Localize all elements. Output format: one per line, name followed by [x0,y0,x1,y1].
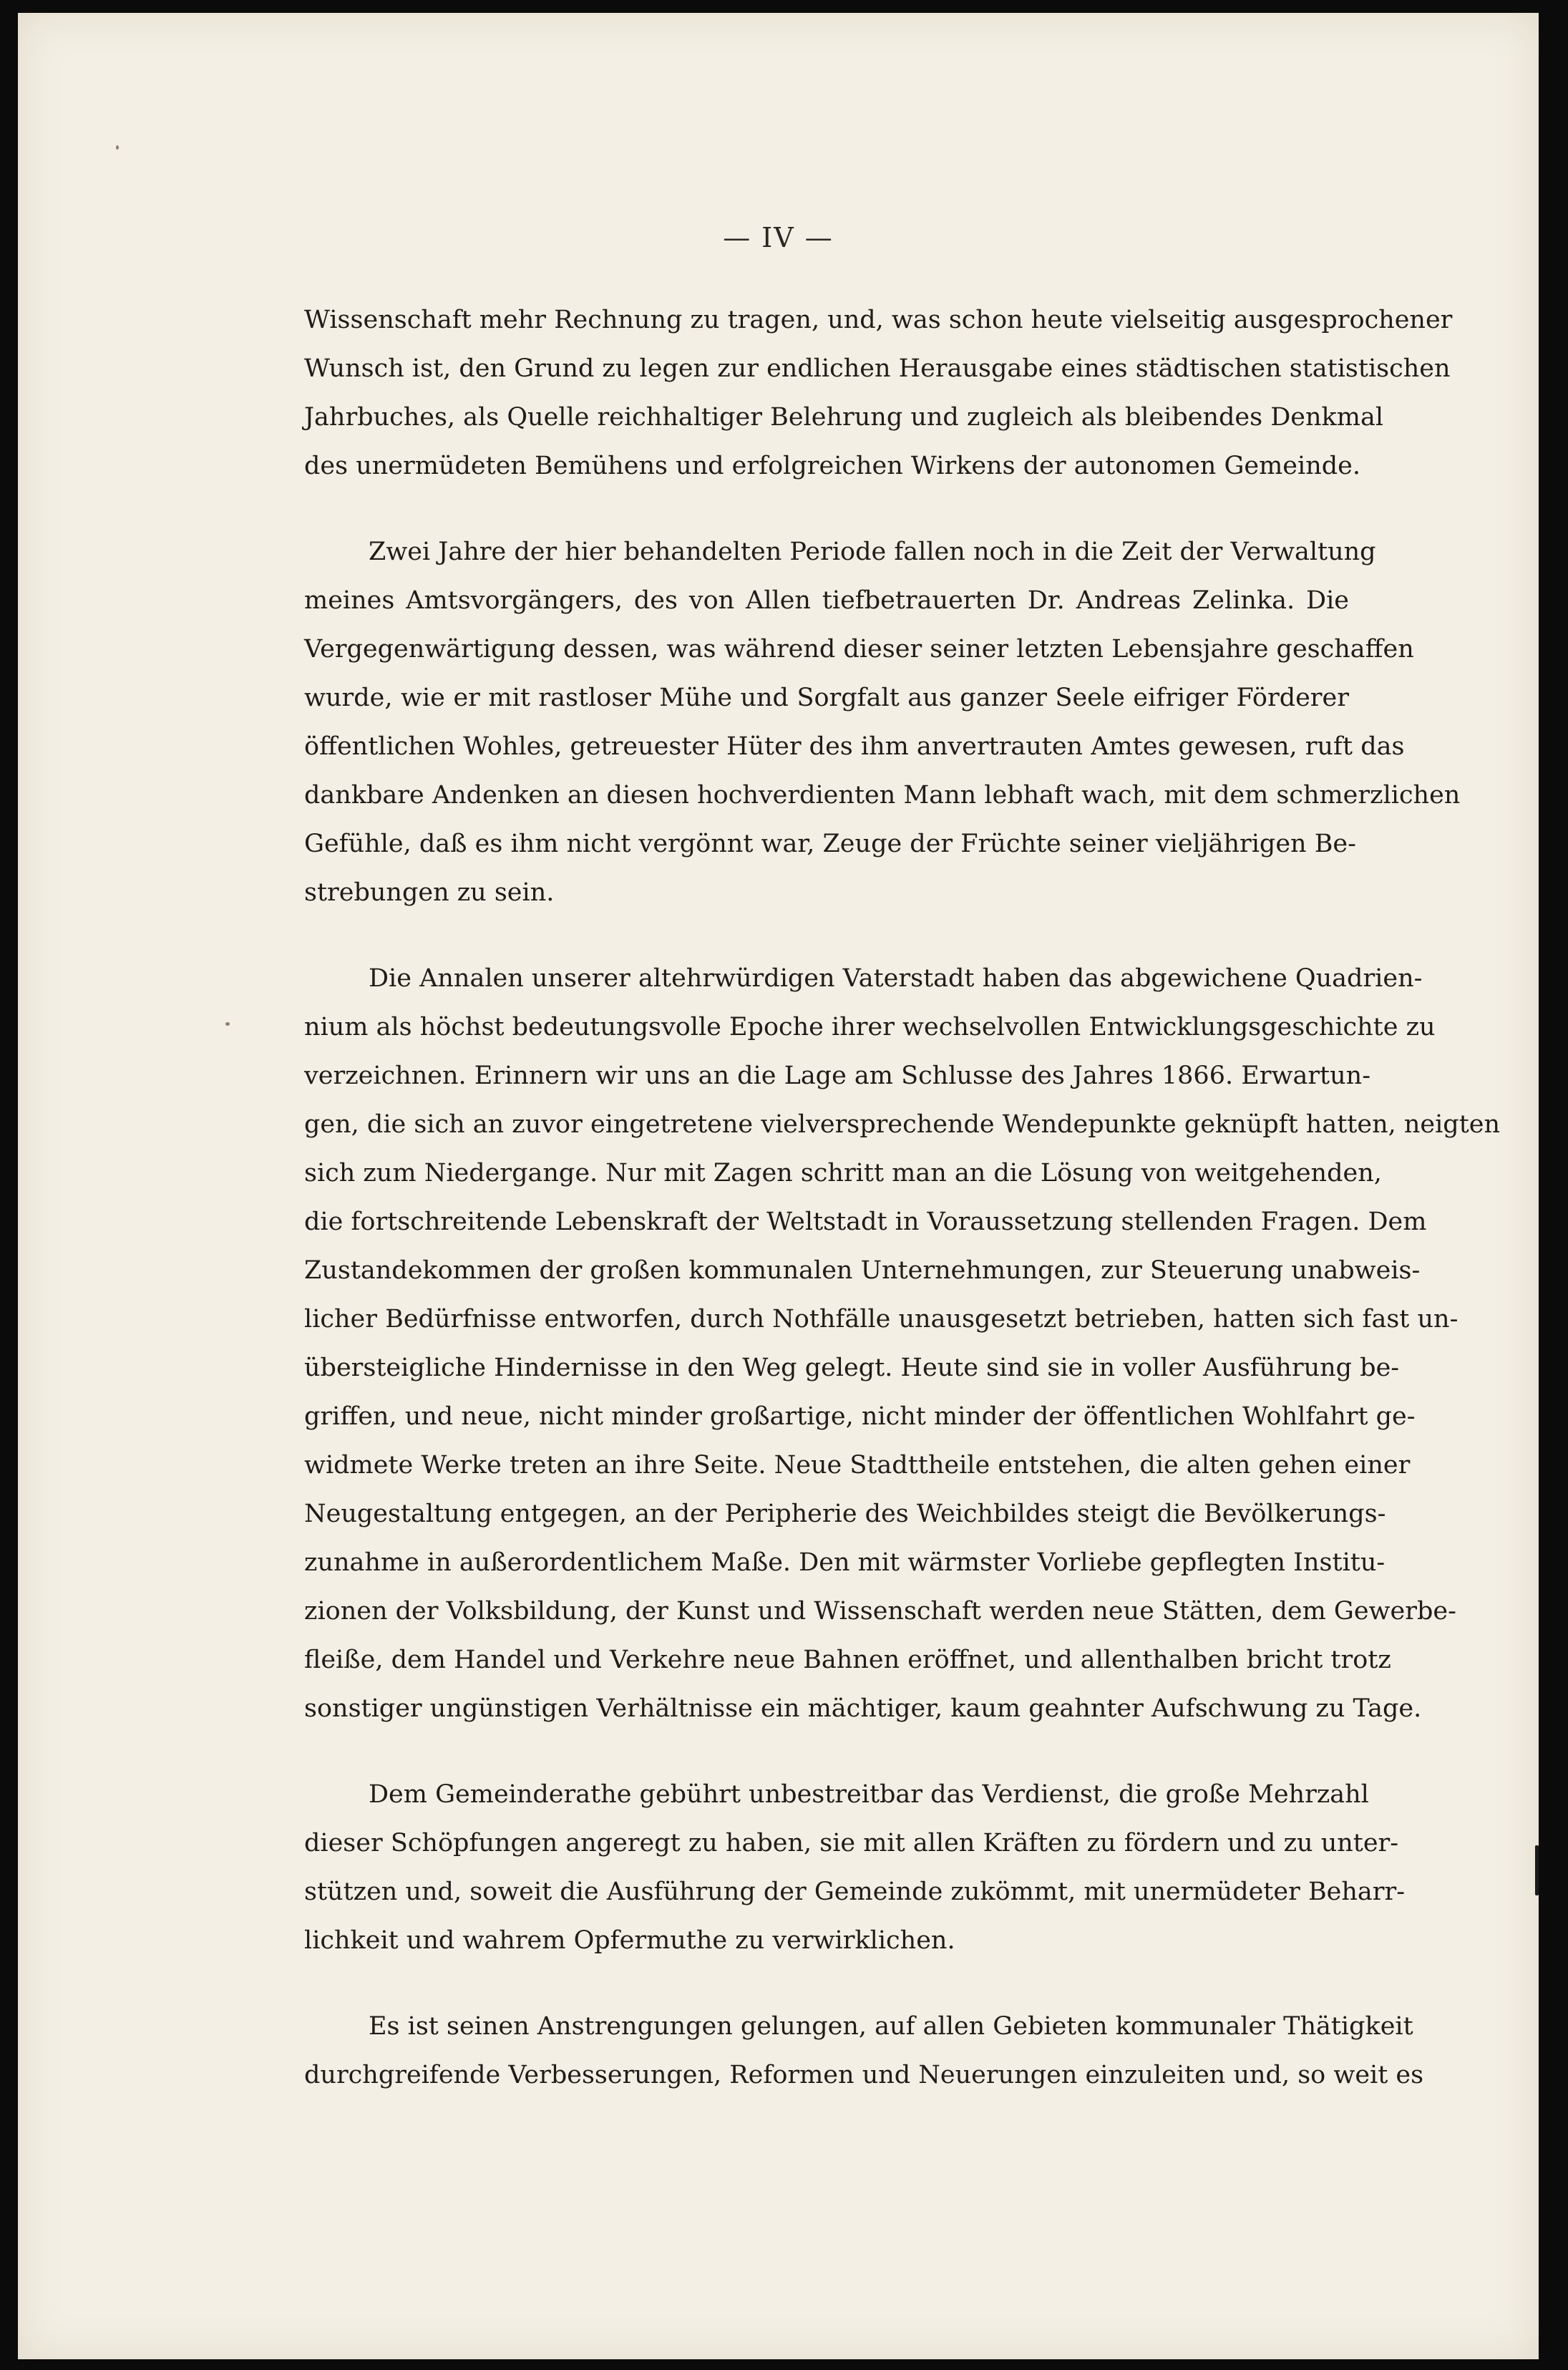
text-line: die fortschreitende Lebenskraft der Weltstadt in Voraussetzung stellenden Fragen. Dem [304,1208,1427,1236]
text-line: Vergegenwärtigung dessen, was während dieser seiner letzten Lebensjahre geschaffen [304,635,1414,664]
text-line: gen, die sich an zuvor eingetretene vielversprechende Wendepunkte geknüpft hatten, neigten [304,1110,1501,1139]
text-line: durchgreifende Verbesserungen, Reformen und Neuerungen einzuleiten und, so weit es [304,2061,1424,2089]
text-line: Wunsch ist, den Grund zu legen zur endlichen Herausgabe eines städtischen statistischen [304,354,1451,383]
text-line: Gefühle, daß es ihm nicht vergönnt war, Zeuge der Früchte seiner vieljährigen Be- [304,830,1356,858]
text-line: widmete Werke treten an ihre Seite. Neue Stadttheile entstehen, die alten gehen einer [304,1451,1411,1480]
text-line: griffen, und neue, nicht minder großartige, nicht minder der öffentlichen Wohlfahrt ge- [304,1402,1416,1431]
text-line: sonstiger ungünstigen Verhältnisse ein mächtiger, kaum geahnter Aufschwung zu Tage. [304,1694,1422,1723]
text-line: Es ist seinen Anstrengungen gelungen, auf allen Gebieten kommunaler Thätigkeit [369,2012,1413,2041]
text-line: Die Annalen unserer altehrwürdigen Vaterstadt haben das abgewichene Quadrien- [369,964,1423,993]
paragraph [304,2002,1424,2099]
text-line: Zwei Jahre der hier behandelten Periode fallen noch in die Zeit der Verwaltung [369,538,1376,566]
text-line: fleiße, dem Handel und Verkehre neue Bahnen eröffnet, und allenthalben bricht trotz [304,1646,1391,1674]
text-line: zionen der Volksbildung, der Kunst und Wissenschaft werden neue Stätten, dem Gewerbe- [304,1597,1456,1626]
page-number: — IV — [723,222,834,253]
text-line: verzeichnen. Erinnern wir uns an die Lage am Schlusse des Jahres 1866. Erwartun- [304,1062,1371,1090]
paragraph [304,296,1453,490]
text-line: meines Amtsvorgängers, des von Allen tiefbetrauerten Dr. Andreas Zelinka. Die [304,586,1349,615]
text-line: dieser Schöpfungen angeregt zu haben, sie mit allen Kräften zu fördern und zu unter- [304,1829,1399,1857]
text-line: Dem Gemeinderathe gebührt unbestreitbar das Verdienst, die große Mehrzahl [369,1780,1369,1809]
text-line: lichkeit und wahrem Opfermuthe zu verwirklichen. [304,1926,955,1955]
text-line: stützen und, soweit die Ausführung der Gemeinde zukömmt, mit unermüdeter Beharr- [304,1878,1406,1906]
text-line: wurde, wie er mit rastloser Mühe und Sorgfalt aus ganzer Seele eifriger Förderer [304,684,1349,712]
text-line: nium als höchst bedeutungsvolle Epoche ihrer wechselvollen Entwicklungsgeschichte zu [304,1013,1436,1041]
body-text [304,296,1501,2137]
text-line: des unermüdeten Bemühens und erfolgreichen Wirkens der autonomen Gemeinde. [304,452,1360,480]
paper-speck [116,145,119,150]
text-line: dankbare Andenken an diesen hochverdienten Mann lebhaft wach, mit dem schmerzlichen [304,781,1461,810]
text-line: strebungen zu sein. [304,878,555,907]
paper-edge-mark [1535,1845,1539,1895]
text-line: sich zum Niedergange. Nur mit Zagen schritt man an die Lösung von weitgehenden, [304,1159,1382,1188]
document-page [18,13,1539,2359]
paper-speck [225,1022,230,1026]
text-line: Wissenschaft mehr Rechnung zu tragen, und, was schon heute vielseitig ausgesprochener [304,306,1453,334]
paragraph [304,954,1501,1733]
text-line: licher Bedürfnisse entworfen, durch Nothfälle unausgesetzt betrieben, hatten sich fast un- [304,1305,1459,1334]
text-line: Jahrbuches, als Quelle reichhaltiger Belehrung und zugleich als bleibendes Denkmal [304,403,1384,432]
text-line: zunahme in außerordentlichem Maße. Den mit wärmster Vorliebe gepflegten Institu- [304,1548,1386,1577]
text-line: Neugestaltung entgegen, an der Peripherie des Weichbildes steigt die Bevölkerungs- [304,1500,1386,1528]
text-line: Zustandekommen der großen kommunalen Unternehmungen, zur Steuerung unabweis- [304,1256,1421,1285]
paragraph [304,1770,1406,1965]
text-line: übersteigliche Hindernisse in den Weg gelegt. Heute sind sie in voller Ausführung be- [304,1354,1400,1382]
paragraph [304,528,1461,917]
text-line: öffentlichen Wohles, getreuester Hüter des ihm anvertrauten Amtes gewesen, ruft das [304,732,1405,761]
